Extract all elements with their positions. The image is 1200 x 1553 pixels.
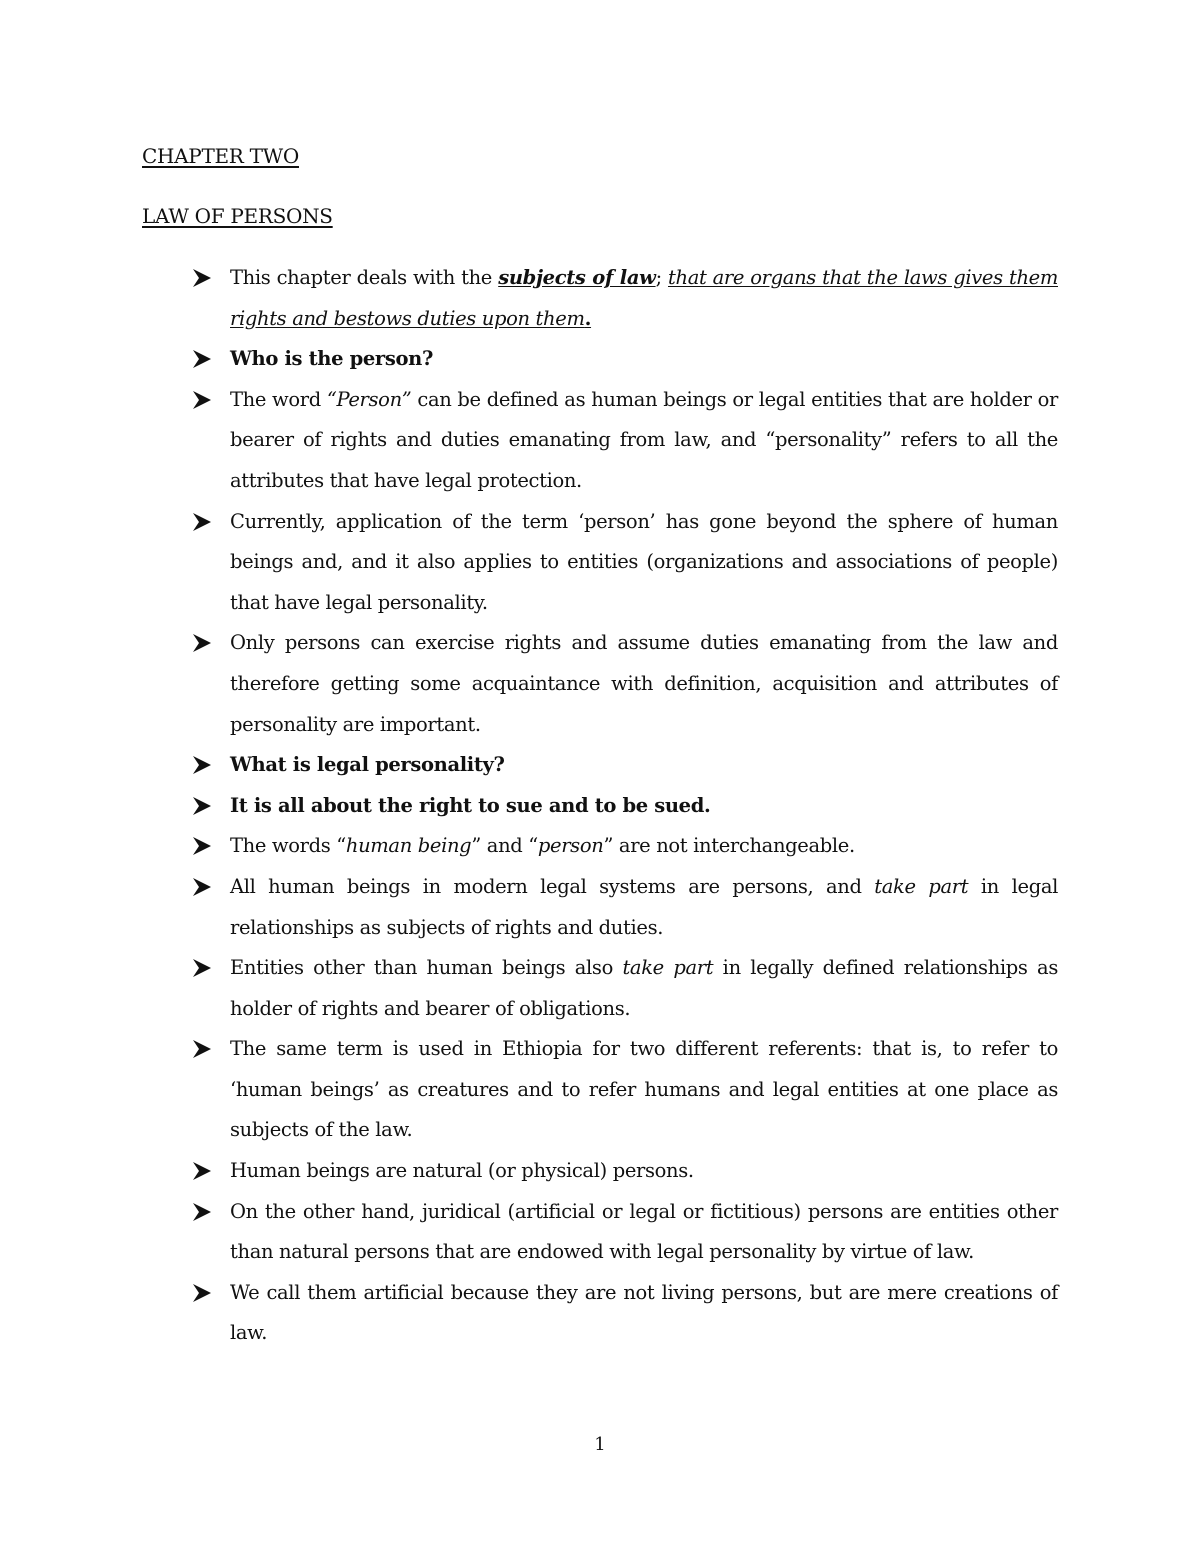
text-segment: What is legal personality? [230,753,505,777]
text-segment: Entities other than human beings also [230,956,623,980]
text-segment: in legal relationships as subjects of rights and duties. [230,874,1058,939]
text-segment: ” are not interchangeable. [603,834,855,858]
text-segment: We call them artificial because they are not living persons, but are mere creations of law. [230,1280,1058,1345]
text-segment: person [537,834,604,858]
page-number: 1 [594,1434,606,1455]
text-segment: The same term is used in Ethiopia for two different referents: that is, to refer to ‘human beings’ as creatures and to refer humans and legal entities at one place as subjects of the law. [230,1037,1058,1142]
bullet-item [192,1151,1058,1192]
arrowhead-bullet-icon [192,958,212,978]
text-segment: Human beings are natural (or physical) persons. [230,1159,694,1183]
section-title: LAW OF PERSONS [142,204,333,228]
arrowhead-bullet-icon [192,1202,212,1222]
text-segment: that are organs that the laws gives them rights and bestows duties upon them [230,266,1058,330]
text-segment: Currently, application of the term ‘person’ has gone beyond the sphere of human beings and, and it also applies to entities (organizations and associations of people) that have legal personality. [230,509,1058,614]
text-segment: The word [230,387,327,411]
arrowhead-bullet-icon [192,836,212,856]
bullet-item [192,502,1058,624]
bullet-text [230,1200,1058,1264]
text-segment: It is all about the right to sue and to be sued. [230,793,711,817]
bullet-item [192,867,1058,948]
arrowhead-bullet-icon [192,1039,212,1059]
text-segment: . [584,306,592,330]
text-segment: Only persons can exercise rights and assume duties emanating from the law and therefore getting some acquaintance with definition, acquisition and attributes of personality are important. [230,631,1058,736]
bullet-text [230,794,710,817]
text-segment: human being [345,834,472,858]
bullet-text [230,1281,1058,1345]
bullet-text [230,834,855,857]
text-segment: ” and “ [471,834,538,858]
text-segment: The words “ [230,834,346,858]
bullet-text [230,875,1058,939]
bullet-item [192,339,1058,380]
arrowhead-bullet-icon [192,633,212,653]
bullet-item [192,745,1058,786]
text-segment: take part [622,956,714,980]
bullet-item [192,623,1058,745]
arrowhead-bullet-icon [192,268,212,288]
text-segment: On the other hand, juridical (artificial or legal or fictitious) persons are entities other than natural persons that are endowed with legal personality by virtue of law. [230,1199,1058,1264]
bullet-text [230,753,505,776]
text-segment: subjects of law [498,266,656,289]
text-segment: ; [655,266,668,289]
bullet-item [192,786,1058,827]
arrowhead-bullet-icon [192,796,212,816]
text-segment: This chapter deals with the [230,266,499,289]
text-segment: All human beings in modern legal systems are persons, and [230,874,875,898]
bullet-item [192,826,1058,867]
bullet-item [192,1273,1058,1354]
bullet-text [230,1159,694,1182]
bullet-text [230,956,1058,1020]
arrowhead-bullet-icon [192,877,212,897]
bullet-text [230,388,1058,492]
chapter-heading: CHAPTER TWO [142,144,299,168]
bullet-item [192,948,1058,1029]
bullet-item [192,1192,1058,1273]
arrowhead-bullet-icon [192,390,212,410]
text-segment: can be defined as human beings or legal entities that are holder or bearer of rights and duties emanating from law, and “personality” refers to all the attributes that have legal protection. [230,387,1058,492]
arrowhead-bullet-icon [192,512,212,532]
bullet-text [230,266,1058,330]
bullet-list [192,258,1058,1354]
bullet-item [192,380,1058,502]
text-segment: Who is the person? [230,347,434,371]
arrowhead-bullet-icon [192,1283,212,1303]
arrowhead-bullet-icon [192,1161,212,1181]
text-segment: take part [874,874,969,898]
arrowhead-bullet-icon [192,349,212,369]
bullet-text [230,347,433,370]
text-segment: “Person” [326,387,412,411]
bullet-text [230,1037,1058,1141]
bullet-text [230,510,1058,614]
bullet-text [230,631,1058,735]
bullet-item [192,258,1058,339]
text-segment: in legally defined relationships as holder of rights and bearer of obligations. [230,956,1058,1020]
arrowhead-bullet-icon [192,755,212,775]
bullet-item [192,1029,1058,1151]
